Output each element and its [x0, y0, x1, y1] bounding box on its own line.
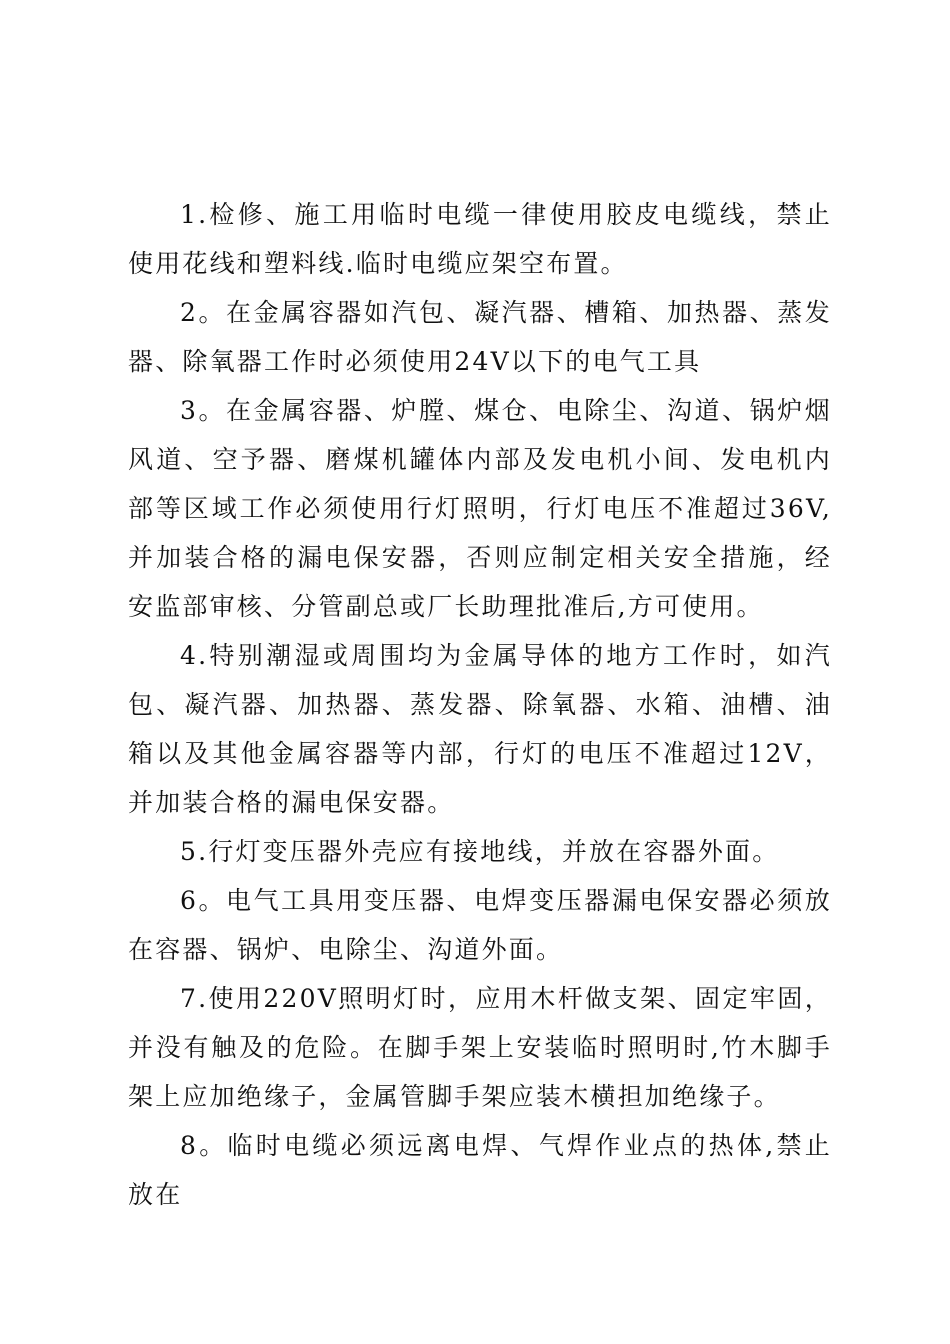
paragraph-4: 4.特别潮湿或周围均为金属导体的地方工作时，如汽包、凝汽器、加热器、蒸发器、除氧器、水箱、油槽、油箱以及其他金属容器等内部，行灯的电压不准超过12V，并加装合格的漏电保安器。	[128, 641, 832, 817]
document-body	[128, 190, 832, 1219]
paragraph-7: 7.使用220V照明灯时，应用木杆做支架、固定牢固，并没有触及的危险。在脚手架上安装临时照明时,竹木脚手架上应加绝缘子，金属管脚手架应装木横担加绝缘子。	[128, 984, 832, 1111]
paragraph-8: 8。临时电缆必须远离电焊、气焊作业点的热体,禁止放在	[128, 1131, 832, 1209]
paragraph-3: 3。在金属容器、炉膛、煤仓、电除尘、沟道、锅炉烟风道、空予器、磨煤机罐体内部及发电机小间、发电机内部等区域工作必须使用行灯照明，行灯电压不准超过36V,并加装合格的漏电保安器，否则应制定相关安全措施，经安监部审核、分管副总或厂长助理批准后,方可使用。	[128, 396, 832, 621]
paragraph-6: 6。电气工具用变压器、电焊变压器漏电保安器必须放在容器、锅炉、电除尘、沟道外面。	[128, 886, 832, 964]
paragraph-5: 5.行灯变压器外壳应有接地线，并放在容器外面。	[180, 837, 780, 866]
paragraph-1: 1.检修、施工用临时电缆一律使用胶皮电缆线，禁止使用花线和塑料线.临时电缆应架空布置。	[128, 200, 832, 278]
paragraph-2: 2。在金属容器如汽包、凝汽器、槽箱、加热器、蒸发器、除氧器工作时必须使用24V以下的电气工具	[128, 298, 832, 376]
